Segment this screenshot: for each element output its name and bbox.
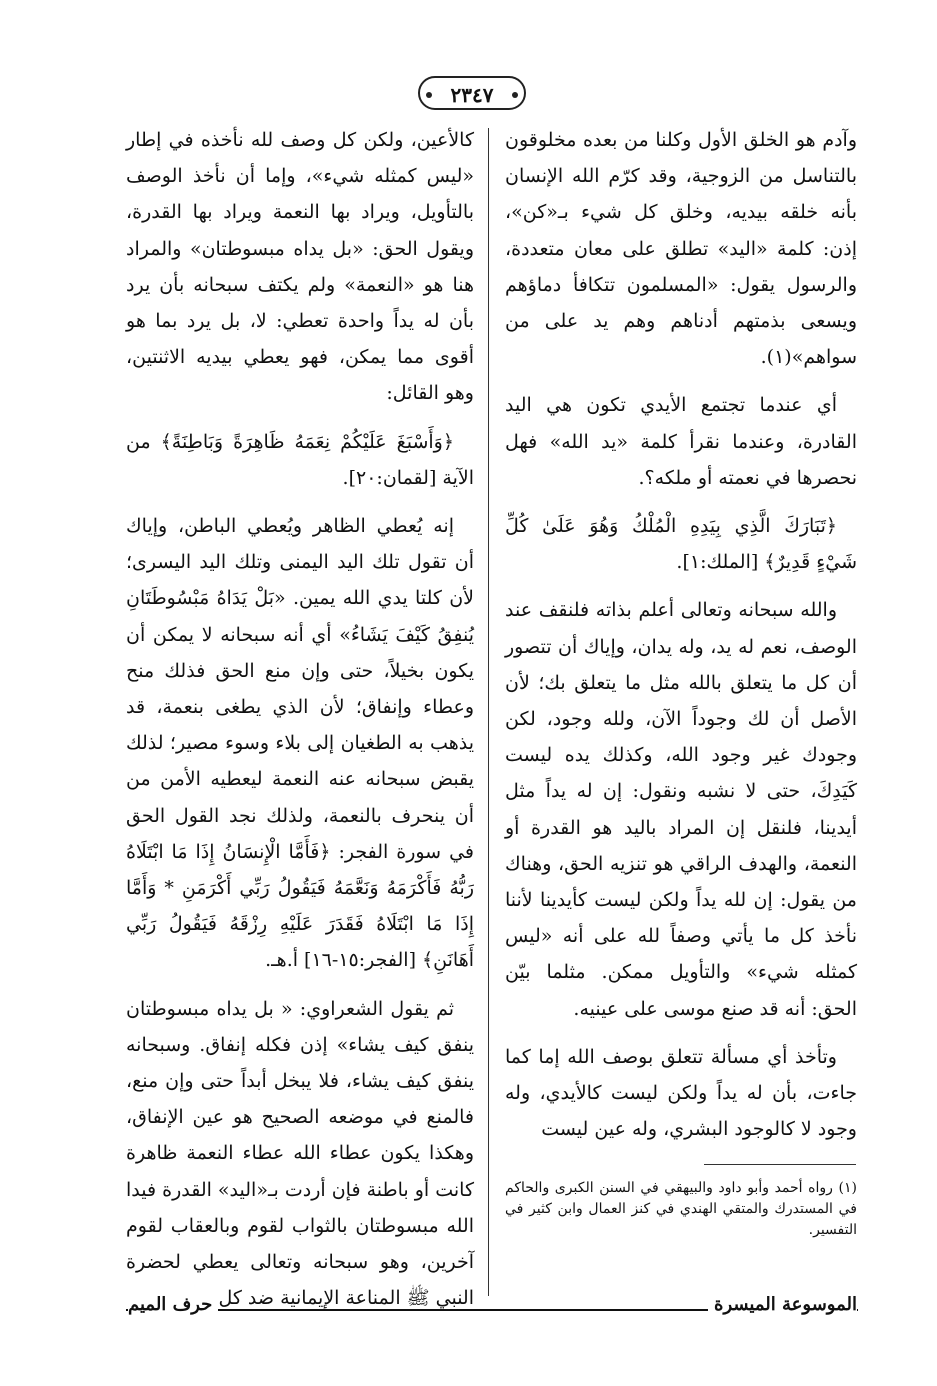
- paragraph: إنه يُعطي الظاهر ويُعطي الباطن، وإياك أن تقول تلك اليد اليمنى وتلك اليد اليسرى؛ لأن كلتا يدي الله يمين. «بَلْ يَدَاهُ مَبْسُوطَتَانِ يُنفِقُ كَيْفَ يَشَاءُ» أي أنه سبحانه لا يمكن أن يكون بخيلاً، حتى وإن منع الحق فذلك منح وعطاء وإنفاق؛ لأن الذي يطغى بنعمة، قد يذهب به الطغيان إلى بلاء وسوء مصير؛ لذلك يقبض سبحانه عنه النعمة ليعطيه الأمن من أن ينحرف بالنعمة، ولذلك نجد القول الحق في سورة الفجر: ﴿فَأَمَّا الْإِنسَانُ إِذَا مَا ابْتَلَاهُ رَبُّهُ فَأَكْرَمَهُ وَنَعَّمَهُ فَيَقُولُ رَبِّي أَكْرَمَنِ * وَأَمَّا إِذَا مَا ابْتَلَاهُ فَقَدَرَ عَلَيْهِ رِزْقَهُ فَيَقُولُ رَبِّي أَهَانَنِ﴾ [الفجر:١٥-١٦] أ.هـ.: [126, 515, 474, 972]
- paragraph: وآدم هو الخلق الأول وكلنا من بعده مخلوقون بالتناسل من الزوجية، وقد كرّم الله الإنسان بأنه خلقه بيديه، وخلق كل شيء بـ«كن»، إذن: كلمة «اليد» تطلق على معان متعددة، والرسول يقول: «المسلمون تتكافأ دماؤهم ويسعى بذمتهم أدناهم وهم يد على من سواهم»(١).: [505, 129, 857, 369]
- paragraph: ثم يقول الشعراوي: « بل يداه مبسوطتان ينفق كيف يشاء» إذن فكله إنفاق. وسبحانه ينفق كيف يشاء، فلا يبخل أبداً حتى وإن منع، فالمنع في موضعه الصحيح هو عين الإنفاق، وهكذا يكون عطاء الله عطاء النعمة ظاهرة كانت أو باطنة فإن أردت بـ«اليد» القدرة فيدا الله مبسوطتان بالثواب لقوم وبالعقاب لقوم آخرين، وهو سبحانه وتعالى يعطي لحضرة النبي ﷺ المناعة الإيمانية ضد كل: [126, 997, 474, 1310]
- page-number: ٢٣٤٧: [418, 76, 526, 110]
- paragraph: كالأعين، ولكن كل وصف لله نأخذه في إطار «ليس كمثله شيء»، وإما أن نأخذ الوصف بالتأويل، ويراد بها النعمة ويراد بها القدرة، ويقول الحق: «بل يداه مبسوطتان» والمراد هنا هو «النعمة» ولم يكتف سبحانه بأن يرد بأن له يداً واحدة تعطي: لا، بل يرد بما هو أقوى مما يمكن، فهو يعطي بيديه الاثنتين، وهو القائل:: [126, 129, 474, 405]
- footer-encyclopedia-title: الموسوعة الميسرة: [708, 1294, 857, 1315]
- paragraph: وتأخذ أي مسألة تتعلق بوصف الله إما كما جاءت، بأن له يداً ولكن ليست كالأيدي، وله وجود لا كالوجود البشري، وله عين ليست: [505, 1045, 857, 1141]
- paragraph: أي عندما تجتمع الأيدي تكون هي اليد القادرة، وعندما نقرأ كلمة «يد الله» فهل نحصرها في نعمته أو ملكه؟.: [505, 394, 857, 489]
- left-column: [126, 122, 474, 1329]
- right-column: [505, 122, 857, 1159]
- quran-verse: ﴿تَبَارَكَ الَّذِي بِيَدِهِ الْمُلْكُ وَهُوَ عَلَىٰ كُلِّ شَيْءٍ قَدِيرٌ﴾ [الملك:١].: [505, 515, 857, 574]
- footer-letter-title: حرف الميم: [128, 1294, 218, 1315]
- quran-verse: ﴿وَأَسْبَغَ عَلَيْكُمْ نِعَمَهُ ظَاهِرَةً وَبَاطِنَةً﴾ من الآية [لقمان:٢٠].: [126, 430, 474, 489]
- footnote: (١) رواه أحمد وأبو داود والبيهقي في السنن الكبرى والحاكم في المستدرك والمتقي الهندي في كنز العمال وابن كثير في التفسير.: [505, 1180, 857, 1238]
- column-divider: [488, 128, 489, 1296]
- footnote-rule: [704, 1164, 856, 1165]
- paragraph: والله سبحانه وتعالى أعلم بذاته فلنقف عند الوصف، نعم له يد، وله يدان، وإياك أن تتصور أن كل ما يتعلق بالله مثل ما يتعلق بك؛ لأن الأصل أن لك وجوداً الآن، ولله وجود، لكن وجودك غير وجود الله، وكذلك يده ليست كَيَدِكَ، حتى لا نشبه ونقول: إن له يداً مثل أيدينا، فلنقل إن المراد باليد هو القدرة أو النعمة، والهدف الراقي هو تنزيه الحق، وهناك من يقول: إن لله يداً ولكن ليست كأيدينا لأننا نأخذ كل ما يأتي وصفاً لله على أنه «ليس كمثله شيء» والتأويل ممكن. مثلما بيّن الحق: أنه قد صنع موسى على عينيه.: [505, 599, 857, 1020]
